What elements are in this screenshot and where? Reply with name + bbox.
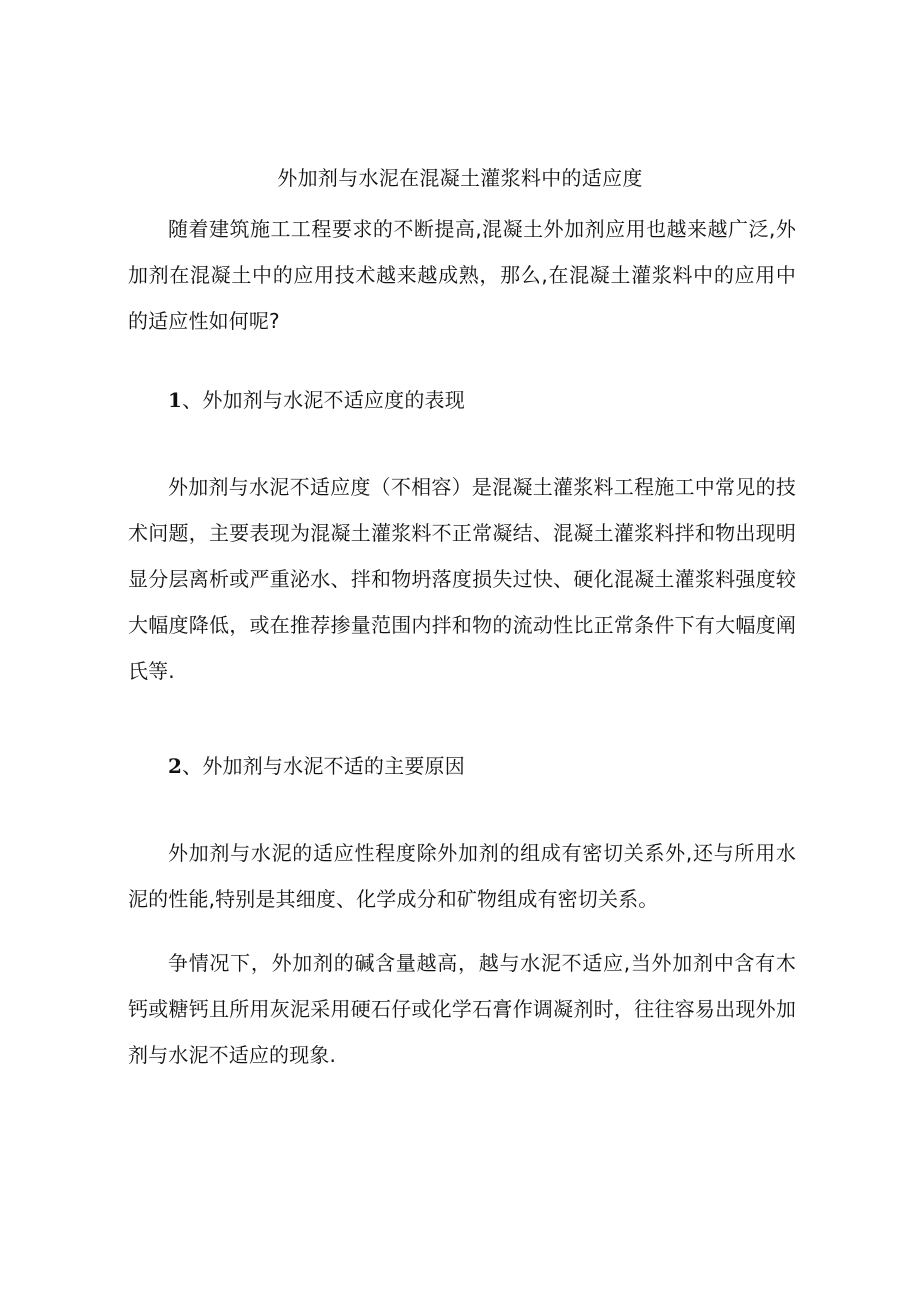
- section-number: 2: [168, 754, 183, 778]
- section-2-paragraph-2: 争情况下，外加剂的碱含量越高，越与水泥不适应,当外加剂中含有木钙或糖钙且所用灰泥采用硬石仔或化学石膏作调凝剂时，往往容易出现外加剂与水泥不适应的现象.: [128, 951, 796, 1067]
- section-1-paragraph: 外加剂与水泥不适应度（不相容）是混凝土灌浆料工程施工中常见的技术问题，主要表现为混凝土灌浆料不正常凝结、混凝土灌浆料拌和物出现明显分层离析或严重泌水、拌和物坍落度损失过快、硬化混凝土灌浆料强度较大幅度降低，或在推荐掺量范围内拌和物的流动性比正常条件下有大幅度阐氏等.: [128, 475, 796, 683]
- section-2-paragraph-1: 外加剂与水泥的适应性程度除外加剂的组成有密切关系外,还与所用水泥的性能,特别是其细度、化学成分和矿物组成有密切关系。: [128, 841, 796, 911]
- intro-paragraph: 随着建筑施工工程要求的不断提高,混凝土外加剂应用也越来越广泛,外加剂在混凝土中的应用技术越来越成熟，那么,在混凝土灌浆料中的应用中的适应性如何呢?: [128, 217, 796, 333]
- document-title: 外加剂与水泥在混凝土灌浆料中的适应度: [277, 166, 643, 190]
- section-number: 1: [168, 388, 183, 412]
- section-title: 、外加剂与水泥不适应度的表现: [182, 388, 465, 412]
- section-heading-2: [168, 750, 768, 782]
- section-title: 、外加剂与水泥不适的主要原因: [182, 754, 465, 778]
- section-heading-1: [168, 384, 768, 416]
